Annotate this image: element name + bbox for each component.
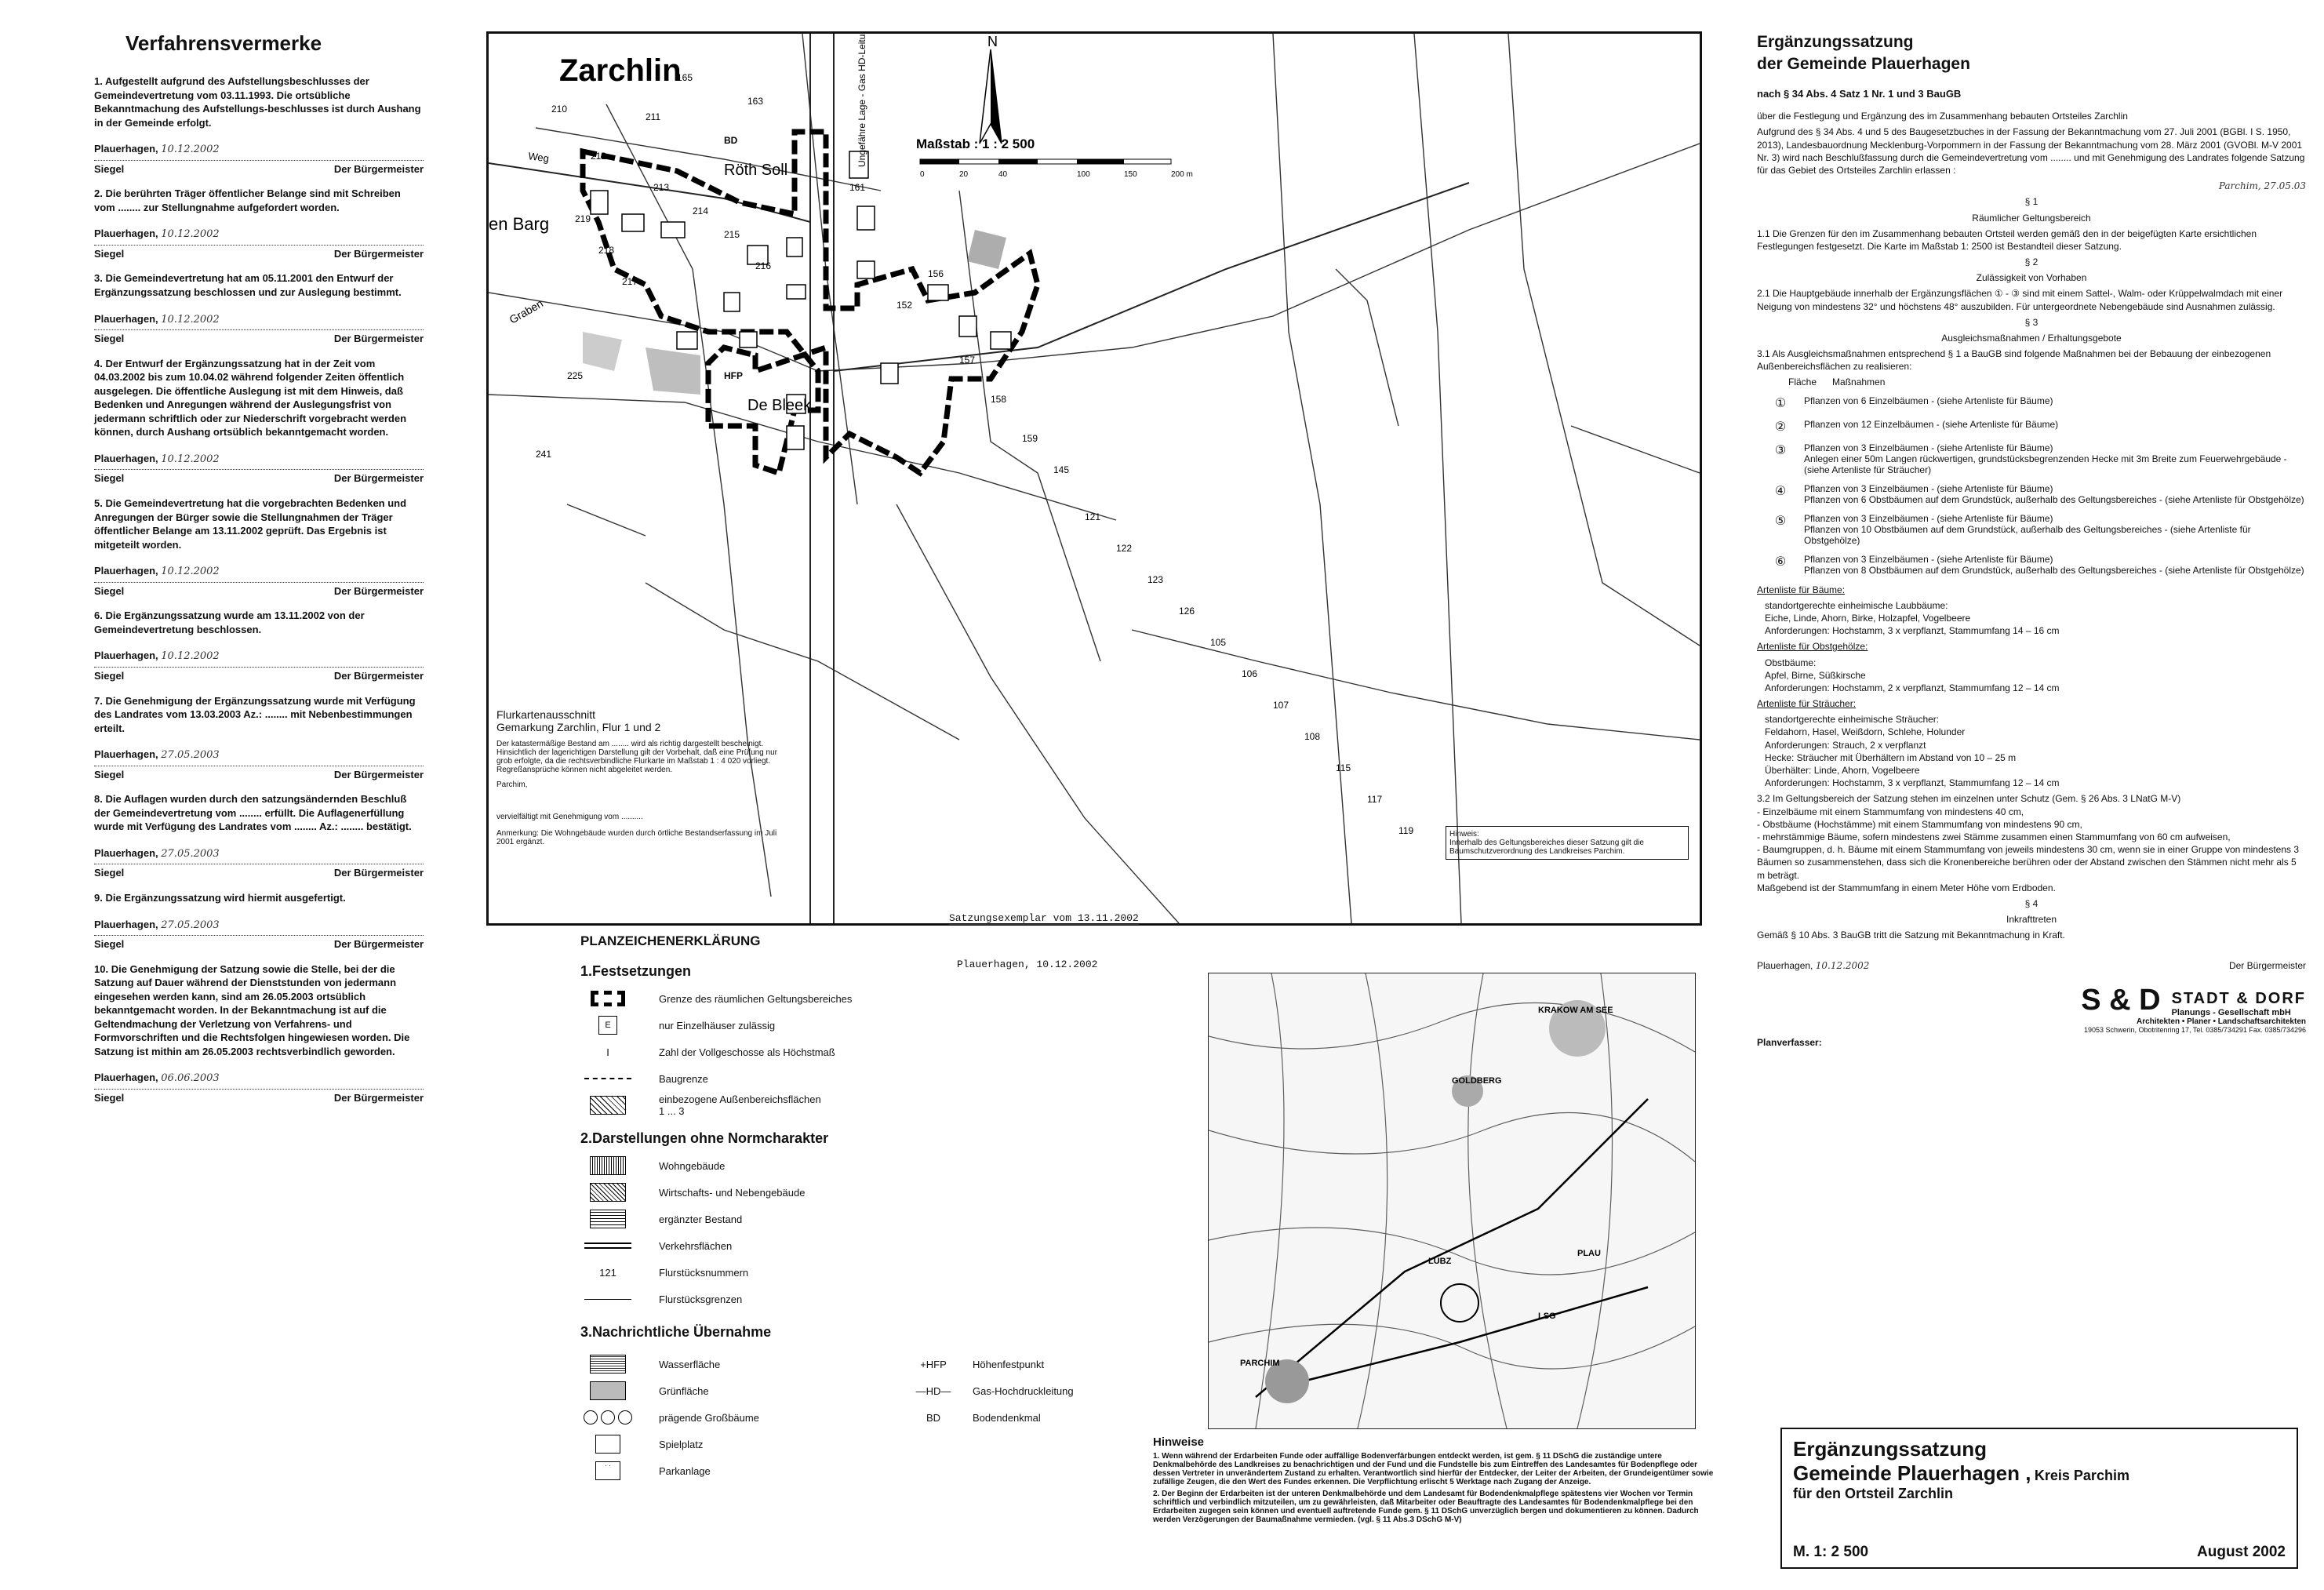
- step-place: Plauerhagen,: [94, 846, 158, 859]
- legend-label: ergänzter Bestand: [659, 1213, 743, 1225]
- parchim-label: Parchim,: [496, 780, 528, 789]
- step-number: 10.: [94, 962, 109, 975]
- step-number: 7.: [94, 694, 103, 707]
- procedure-step: [94, 694, 424, 782]
- legend-label: Grünfläche: [659, 1384, 709, 1397]
- art-s: standortgerechte einheimische Sträucher: Feldahorn, Hasel, Weißdorn, Schlehe, Holunder Anforderungen: Strauch, 2 x verpflanzt Hecke: Sträucher mit Überhältern im Abstand von 10 – 25 m Überhälter: Linde, Ahorn, Vogelbeere Anforderungen: Hochstamm, 3 x verpflanzt, Stammumfang 12 – 14 cm: [1765, 714, 2060, 789]
- parcel-number: 217: [622, 276, 638, 287]
- scale-ticks: [920, 170, 1193, 179]
- legend-label: prägende Großbäume: [659, 1411, 759, 1424]
- step-number: 3.: [94, 272, 103, 285]
- step-date: 10.12.2002: [161, 566, 220, 578]
- step-role: Der Bürgermeister: [333, 333, 424, 345]
- satzung-basis: nach § 34 Abs. 4 Satz 1 Nr. 1 und 3 BauGB: [1757, 87, 1962, 100]
- anmerkung-text: Anmerkung: Die Wohngebäude wurden durch örtliche Bestandserfassung im Juli 2001 ergänzt.: [496, 829, 777, 846]
- hinweis-2: 2. Der Beginn der Erdarbeiten ist der unteren Denkmalbehörde und dem Landesamt für Bodendenkmalpflege spätestens vier Wochen vor Termin schriftlich und verbindlich mitzuteilen, um zu gewährleisten, daß Mitarbeiter oder Beauftragte des Landesamtes für Bodendenkmalpflege bei den Erdarbeiten zugegen sein können und eventuell auftretende Funde gem. § 11 DSchG unverzüglich bergen und dokumentieren zu können. Dadurch werden Verzögerungen der Baumaßnahme vermieden. (vgl. § 11 Abs.3 DSchG M-V): [1153, 1490, 1699, 1524]
- step-place: Plauerhagen,: [94, 227, 158, 240]
- legend-section-1: 1.Festsetzungen: [580, 963, 692, 979]
- parcel-number: 165: [677, 72, 693, 83]
- satzung-title-1: Ergänzungssatzung: [1757, 33, 1914, 51]
- step-date: 27.05.2003: [161, 749, 220, 762]
- step-date: 10.12.2002: [161, 144, 220, 156]
- legend-section-2: 2.Darstellungen ohne Normcharakter: [580, 1130, 829, 1146]
- procedure-step: [94, 271, 424, 345]
- procedure-step: [94, 497, 424, 598]
- p3-1: 3.1 Als Ausgleichsmaßnahmen entsprechend § 1 a BauGB sind folgende Maßnahmen bei der Bebauung der einbezogenen Außenbereichsflächen zu realisieren:: [1757, 348, 2271, 373]
- step-text: Der Entwurf der Ergänzungssatzung hat in der Zeit vom 04.03.2002 bis zum 10.04.02 während folgender Zeiten öffentlich ausgelegen. Die öffentliche Auslegung ist mit dem Hinweis, daß Bedenken und Anregungen während der Auslegungsfrist von jedermann schriftlich oder zur Niederschrift vorgebracht werden können, durch Aushang ortsüblich bekanntgemacht worden.: [94, 357, 409, 438]
- parcel-number: 106: [1242, 668, 1258, 679]
- legend-symbol: [580, 1155, 635, 1176]
- measure-number: ④: [1774, 484, 1787, 498]
- stamp-label: Plauerhagen, 10.12.2002: [957, 959, 1098, 970]
- overview-place-label: KRAKOW AM SEE: [1538, 1006, 1613, 1015]
- p2-head: § 2: [2024, 257, 2039, 268]
- overview-place-label: PARCHIM: [1240, 1359, 1280, 1368]
- step-role: Der Bürgermeister: [333, 669, 424, 682]
- parcel-number: 105: [1210, 637, 1227, 648]
- legend-section-3: 3.Nachrichtliche Übernahme: [580, 1324, 772, 1340]
- legend-item: [580, 988, 1177, 1010]
- measure-row: [1757, 442, 2306, 475]
- legend-item: [580, 1068, 1177, 1090]
- p3-sub: Ausgleichsmaßnahmen / Erhaltungsgebote: [1941, 333, 2122, 344]
- measure-row: [1757, 513, 2306, 546]
- procedure-heading: Verfahrensvermerke: [125, 31, 322, 55]
- step-place: Plauerhagen,: [94, 452, 158, 464]
- step-place: Plauerhagen,: [94, 1072, 158, 1084]
- procedure-steps: [94, 75, 424, 1105]
- step-siegel: Siegel: [94, 162, 125, 175]
- step-text: Die Genehmigung der Satzung sowie die Stelle, bei der die Satzung auf Dauer während der Dienststunden von jedermann eingesehen werden kann, sind am 26.05.2003 ortsüblich bekanntgemacht worden. In der Bekanntmachung ist auf die Geltendmachung der Verletzung von Verfahrens- und Formvorschriften und die Rechtsfolgen hingewiesen worden. Die Satzung ist mithin am 26.05.2003 rechtsverbindlich geworden.: [94, 962, 413, 1057]
- measure-row: [1757, 395, 2306, 411]
- step-siegel: Siegel: [94, 247, 125, 260]
- legend-symbol: I: [606, 1046, 609, 1058]
- measure-text: Pflanzen von 3 Einzelbäumen - (siehe Artenliste für Bäume) Anlegen einer 50m Langen rückwertigen, grundstücksbegrenzenden Hecke mit 3m Breite zum Feuerwehrgebäude - (siehe Artenliste für Sträucher): [1804, 442, 2287, 475]
- procedure-step: [94, 609, 424, 682]
- scale-tick: 200 m: [1171, 170, 1193, 179]
- label-graben: Graben: [507, 297, 545, 326]
- p4-head: § 4: [2024, 897, 2039, 909]
- step-siegel: Siegel: [94, 472, 125, 485]
- step-siegel: Siegel: [94, 584, 125, 597]
- parcel-number: 213: [653, 182, 670, 193]
- step-role: Der Bürgermeister: [333, 472, 424, 485]
- label-hd-leitung: Ungefähre Lage - Gas HD-Leitung: [856, 34, 867, 167]
- legend-label: Höhenfestpunkt: [973, 1358, 1045, 1370]
- firm-sub: Architekten • Planer • Landschaftsarchitekten: [2137, 1017, 2306, 1027]
- legend-label: nur Einzelhäuser zulässig: [659, 1019, 776, 1031]
- measure-number: ⑥: [1774, 555, 1787, 569]
- legend-symbol: [580, 988, 635, 1009]
- legend-symbol: [580, 1407, 635, 1428]
- scale-tick: 150: [1124, 170, 1137, 179]
- procedure-step: [94, 891, 424, 951]
- legend-label: Flurstücksgrenzen: [659, 1293, 743, 1305]
- measure-number: ⑤: [1774, 514, 1787, 528]
- right-place-date: 10.12.2002: [1815, 960, 1870, 972]
- label-hfp: HFP: [724, 370, 743, 381]
- legend-symbol: —HD—: [915, 1384, 951, 1397]
- right-role: Der Bürgermeister: [2228, 960, 2306, 972]
- procedure-step: [94, 962, 424, 1105]
- p2-sub: Zulässigkeit von Vorhaben: [1976, 272, 2087, 284]
- legend-symbol: [580, 1209, 635, 1229]
- measure-number: ②: [1774, 420, 1787, 434]
- step-siegel: Siegel: [94, 669, 125, 682]
- parcel-number: 156: [928, 268, 944, 279]
- step-text: Die Gemeindevertretung hat die vorgebrachten Bedenken und Anregungen der Bürger sowie die Stellungnahmen der Träger öffentlicher Belange am 13.11.2002 geprüft. Das Ergebnis ist mitgeteilt worden.: [94, 497, 409, 551]
- step-date: 27.05.2003: [161, 847, 220, 860]
- legend-symbol: [580, 1289, 635, 1309]
- parcel-number: 211: [646, 111, 661, 122]
- parcel-number: 152: [897, 300, 913, 311]
- scale-tick: 0: [920, 170, 925, 179]
- parcel-number: 145: [1053, 464, 1070, 475]
- satzung-preamble: Aufgrund des § 34 Abs. 4 und 5 des Baugesetzbuches in der Fassung der Bekanntmachung vom 27. Juli 2001 (BGBl. I S. 1950, 2013), Landesbauordnung Mecklenburg-Vorpommern in der Fassung der Bekanntmachung vom 28. März 2001 (GVOBl. M-V 2001 Nr. 3) wird nach Beschlußfassung durch die Gemeindevertretung vom ........ und mit Genehmigung des Landrates folgende Satzung für das Gebiet des Ortsteiles Zarchlin erlassen :: [1757, 126, 2305, 176]
- label-weg: Weg: [527, 150, 550, 165]
- art-o-head: Artenliste für Obstgehölze:: [1757, 641, 1868, 653]
- measure-row: [1757, 419, 2306, 435]
- hinweise-title: Hinweise: [1153, 1435, 1205, 1449]
- legend-section-3-items: [580, 1348, 894, 1486]
- legend-symbol: +HFP: [920, 1358, 947, 1370]
- parcel-number: 163: [747, 96, 764, 107]
- measure-text: Pflanzen von 6 Einzelbäumen - (siehe Artenliste für Bäume): [1804, 395, 2053, 406]
- measure-text: Pflanzen von 3 Einzelbäumen - (siehe Artenliste für Bäume) Pflanzen von 10 Obstbäumen auf dem Grundstück, außerhalb des Geltungsbereiches - (siehe Artenliste für Obstgehölze): [1804, 512, 2251, 546]
- overview-place-label: LÜBZ: [1428, 1257, 1452, 1266]
- step-place: Plauerhagen,: [94, 143, 158, 155]
- satzung-title-2: der Gemeinde Plauerhagen: [1757, 55, 1970, 74]
- tb-title-1: Ergänzungssatzung: [1793, 1437, 1988, 1461]
- parcel-number: 115: [1336, 762, 1351, 773]
- p4-sub: Inkrafttreten: [2006, 914, 2057, 926]
- p1-sub: Räumlicher Geltungsbereich: [1972, 212, 2091, 224]
- legend-item: [902, 1406, 1153, 1428]
- procedure-step: [94, 357, 424, 486]
- scale-bar: [920, 159, 1171, 164]
- step-date: 10.12.2002: [161, 453, 220, 465]
- parcel-number: 159: [1022, 433, 1038, 444]
- planverfasser: Planverfasser:: [1757, 1037, 1822, 1049]
- title-block: [1780, 1428, 2298, 1569]
- legend-label: Spielplatz: [659, 1438, 704, 1450]
- legend-label: Flurstücksnummern: [659, 1266, 749, 1279]
- legend-item: [580, 1433, 894, 1455]
- north-arrow-icon: [980, 49, 1002, 144]
- step-text: Aufgestellt aufgrund des Aufstellungsbeschlusses der Gemeindevertretung vom 03.11.1993. Die ortsübliche Bekanntmachung des Aufstellungs-beschlusses ist durch Aushang in der Gemeinde erfolgt.: [94, 75, 424, 129]
- legend-item: [580, 1181, 1177, 1203]
- parcel-number: 107: [1273, 700, 1289, 711]
- overview-map: [1208, 973, 1696, 1429]
- right-place: Plauerhagen,: [1757, 960, 1813, 972]
- step-siegel: Siegel: [94, 1091, 125, 1104]
- tb-title-2a: Gemeinde Plauerhagen ,: [1793, 1461, 2031, 1485]
- p2-1: 2.1 Die Hauptgebäude innerhalb der Ergänzungsflächen ① - ③ sind mit einem Sattel-, Walm- oder Krüppelwalmdach mit einer Neigung von mindestens 32° und höchstens 48° auszubilden. Für untergeordnete Nebengebäude sind Ausnahmen zulässig.: [1757, 288, 2283, 312]
- legend-symbol: [580, 1262, 635, 1283]
- measure-number: ③: [1774, 443, 1787, 457]
- p3-2: 3.2 Im Geltungsbereich der Satzung stehen im einzelnen unter Schutz (Gem. § 26 Abs. 3 LNatG M-V) - Einzelbäume mit einem Stammumfang von mindestens 40 cm, - Obstbäume (Hochstämme) mit einem Stammumfang von mindestens 90 cm, - mehrstämmige Bäume, sofern mindestens zwei Stämme zusammen einen Stammumfang von 60 cm aufweisen, - Baumgruppen, d. h. Bäume mit einem Stammumfang von jeweils mindestens 30 cm, wenn sie in einer Gruppe von mindestens 3 Bäumen so zusammenstehen, dass sich die Kronenbereiche berühren oder der Abstand zwischen den Stämmen nicht mehr als 5 m beträgt. Maßgebend ist der Stammumfang in einem Meter Höhe vom Erdboden.: [1757, 793, 2300, 893]
- procedure-step: [94, 75, 424, 176]
- parcel-number: 119: [1398, 825, 1414, 836]
- legend-item: [902, 1353, 1153, 1375]
- measures-list: [1757, 395, 2306, 576]
- parcel-number: 218: [598, 245, 615, 256]
- parcel-number: 122: [1116, 543, 1133, 554]
- flurst-symbol: 121: [599, 1266, 616, 1279]
- measure-text: Pflanzen von 3 Einzelbäumen - (siehe Artenliste für Bäume) Pflanzen von 6 Obstbäumen auf dem Grundstück, außerhalb des Geltungsbereiches - (siehe Artenliste für Obstgehölze): [1804, 482, 2304, 505]
- step-siegel: Siegel: [94, 333, 125, 345]
- parcel-number: 126: [1179, 606, 1195, 617]
- legend-label: Wohngebäude: [659, 1159, 726, 1172]
- parcel-number: 117: [1367, 794, 1383, 805]
- legend-label: Gas-Hochdruckleitung: [973, 1384, 1074, 1397]
- legend-label: Parkanlage: [659, 1464, 711, 1477]
- step-number: 9.: [94, 891, 103, 904]
- parcel-number: 214: [693, 206, 709, 216]
- step-place: Plauerhagen,: [94, 649, 158, 662]
- place-title: Zarchlin: [559, 53, 682, 88]
- step-text: Die berührten Träger öffentlicher Belange sind mit Schreiben vom ........ zur Stellungnahme aufgefordert worden.: [94, 187, 404, 213]
- step-role: Der Bürgermeister: [333, 162, 424, 175]
- legend-label: Verkehrsflächen: [659, 1239, 733, 1252]
- legend-symbol: · ·: [580, 1461, 635, 1481]
- step-siegel: Siegel: [94, 867, 125, 879]
- procedure-step: [94, 187, 424, 260]
- legend-section-3-right: [902, 1348, 1153, 1486]
- measure-number: ①: [1774, 396, 1787, 410]
- step-date: 27.05.2003: [161, 919, 220, 931]
- col-massnahmen: Maßnahmen: [1832, 376, 1886, 387]
- art-s-head: Artenliste für Sträucher:: [1757, 698, 1857, 710]
- label-den-barg: en Barg: [489, 214, 550, 234]
- overview-drawing: [1209, 973, 1695, 1428]
- parcel-number: 210: [551, 104, 568, 115]
- legend-item: [580, 1014, 1177, 1036]
- parcel-number: 121: [1085, 511, 1101, 522]
- legend-label: Grenze des räumlichen Geltungsbereiches: [659, 992, 853, 1005]
- step-role: Der Bürgermeister: [333, 768, 424, 780]
- firm-name-2: Planungs - Gesellschaft mbH: [2171, 1008, 2291, 1018]
- hinweise-block: [1153, 1435, 1718, 1577]
- parcel-number: 157: [959, 355, 976, 366]
- legend-item: [580, 1380, 894, 1402]
- legend-item: [902, 1380, 1153, 1402]
- hinweis-1: 1. Wenn während der Erdarbeiten Funde oder auffällige Bodenverfärbungen entdeckt werden, ist gem. § 11 DSchG die zuständige untere Denkmalbehörde des Landkreises zu benachrichtigen und der Fund und die Fundstelle bis zum Eintreffen des Landesamtes für Bodenpflege oder dessen Vertreter in unverändertem Zustand zu erhalten. Verantwortlich sind hierfür der Entdecker, der Leiter der Arbeiten, der Grundeigentümer sowie zufällige Zeugen, die den Wert des Fundes erkennen. Die Verpflichtung erlischt 5 Werktage nach Zugang der Anzeige.: [1153, 1452, 1714, 1486]
- map-hinweis-title: Hinweis:: [1449, 830, 1479, 839]
- scale-tick: 20: [959, 170, 969, 179]
- parcel-number: 212: [591, 151, 607, 162]
- step-date: 10.12.2002: [161, 228, 220, 241]
- scale-label: Maßstab : 1 : 2 500: [916, 136, 1035, 151]
- parcel-number: 161: [849, 182, 866, 193]
- step-place: Plauerhagen,: [94, 918, 158, 930]
- kataster-text: Der katastermäßige Bestand am ........ wird als richtig dargestellt bescheinigt. Hinsichtlich der lagerichtigen Darstellung gilt der Vorbehalt, daß eine Prüfung nur grob erfolgte, da die rechtsverbindliche Flurkarte im Maßstab 1 : 4 020 vorliegt. Regreßansprüche können nicht abgeleitet werden.: [496, 740, 777, 774]
- scale-tick: 40: [998, 170, 1008, 179]
- step-number: 8.: [94, 793, 103, 806]
- firm-addr: 19053 Schwerin, Obotritenring 17, Tel. 0385/734291 Fax. 0385/734296: [2083, 1026, 2306, 1035]
- legend-item: [580, 1460, 894, 1482]
- legend-label: Wirtschafts- und Nebengebäude: [659, 1186, 806, 1199]
- step-number: 2.: [94, 187, 103, 200]
- col-flaeche: Fläche: [1788, 376, 1817, 387]
- p4-1: Gemäß § 10 Abs. 3 BauGB tritt die Satzung mit Bekanntmachung in Kraft.: [1757, 930, 2065, 941]
- step-role: Der Bürgermeister: [333, 584, 424, 597]
- parcel-number: 241: [536, 449, 552, 460]
- legend-item: [580, 1155, 1177, 1177]
- legend-item: [580, 1406, 894, 1428]
- overview-place-label: GOLDBERG: [1452, 1076, 1502, 1086]
- legend-item: [580, 1208, 1177, 1230]
- procedure-step: [94, 792, 424, 880]
- step-role: Der Bürgermeister: [333, 247, 424, 260]
- legend-symbol: [580, 1434, 635, 1454]
- step-text: Die Auflagen wurden durch den satzungsändernden Beschluß der Gemeindevertretung vom ........ erfüllt. Die Auflagenerfüllung wurde mit Verfügung des Landrates vom ........ Az.: ........ bestätigt.: [94, 793, 412, 833]
- step-number: 1.: [94, 75, 103, 87]
- legend-symbol: [580, 1068, 635, 1089]
- legend-label: Wasserfläche: [659, 1358, 721, 1370]
- step-date: 10.12.2002: [161, 313, 220, 326]
- step-date: 10.12.2002: [161, 650, 220, 663]
- legend-item: [580, 1235, 1177, 1257]
- step-text: Die Genehmigung der Ergänzungssatzung wurde mit Verfügung des Landrates vom 13.03.2003 Az.: ........ mit Nebenbestimmungen erteilt.: [94, 694, 419, 734]
- legend-symbol: [580, 1235, 635, 1256]
- legend-item: [580, 1353, 894, 1375]
- legend-section-1-items: [580, 988, 1177, 1116]
- legend-symbol: [580, 1182, 635, 1203]
- legend-item: [580, 1041, 1177, 1063]
- step-number: 5.: [94, 497, 103, 510]
- legend: [580, 933, 1177, 1577]
- step-role: Der Bürgermeister: [333, 1091, 424, 1104]
- legend-label: Zahl der Vollgeschosse als Höchstmaß: [659, 1046, 835, 1058]
- legend-item: [580, 1261, 1177, 1283]
- parcel-number: 108: [1304, 731, 1321, 742]
- art-b-head: Artenliste für Bäume:: [1757, 584, 1846, 595]
- step-number: 6.: [94, 609, 103, 622]
- step-place: Plauerhagen,: [94, 748, 158, 761]
- firm-logo: S & D: [2081, 984, 2161, 1017]
- p3-head: § 3: [2024, 316, 2039, 328]
- legend-symbol: [580, 1354, 635, 1374]
- procedure-notes: [94, 31, 424, 1569]
- parcel-number: 123: [1147, 574, 1164, 585]
- step-place: Plauerhagen,: [94, 565, 158, 577]
- p1-1: 1.1 Die Grenzen für den im Zusammenhang bebauten Ortsteil werden gemäß den in der beigefügten Karte ersichtlichen Festlegungen festgesetzt. Die Karte im Maßstab 1: 2500 ist Bestandteil dieser Satzung.: [1757, 227, 2257, 252]
- parcel-number: 158: [991, 394, 1007, 405]
- tb-scale: M. 1: 2 500: [1793, 1544, 1869, 1560]
- art-b: standortgerechte einheimische Laubbäume: Eiche, Linde, Ahorn, Birke, Holzapfel, Vogelbeere Anforderungen: Hochstamm, 3 x verpflanzt, Stammumfang 14 – 16 cm: [1765, 599, 2060, 637]
- legend-item: [580, 1288, 1177, 1310]
- step-role: Der Bürgermeister: [333, 938, 424, 951]
- legend-label: einbezogene Außenbereichsflächen 1 ... 3: [659, 1093, 821, 1117]
- step-text: Die Gemeindevertretung hat am 05.11.2001 den Entwurf der Ergänzungssatzung beschlossen und zur Auslegung bestimmt.: [94, 272, 402, 299]
- flurkarte-label: Flurkartenausschnitt Gemarkung Zarchlin, Flur 1 und 2: [496, 708, 661, 733]
- satzung-text: [1757, 31, 2306, 1569]
- art-o: Obstbäume: Apfel, Birne, Süßkirsche Anforderungen: Hochstamm, 2 x verpflanzt, Stammumfang 12 – 14 cm: [1765, 657, 2060, 693]
- parcel-number: 215: [724, 229, 740, 240]
- step-siegel: Siegel: [94, 938, 125, 951]
- label-roeth-soll: Röth Soll: [724, 162, 788, 179]
- tb-date: August 2002: [2197, 1544, 2286, 1560]
- label-de-bleek: De Bleek: [747, 397, 812, 414]
- label-bd: BD: [724, 135, 738, 146]
- legend-symbol: E: [580, 1015, 635, 1035]
- legend-symbol: [580, 1095, 635, 1115]
- satzung-intro: über die Festlegung und Ergänzung des im Zusammenhang bebauten Ortsteiles Zarchlin: [1757, 111, 2128, 122]
- legend-symbol: BD: [926, 1411, 941, 1424]
- overview-place-label: PLAU: [1577, 1249, 1601, 1258]
- measure-row: [1757, 554, 2306, 576]
- step-text: Die Ergänzungssatzung wird hiermit ausgefertigt.: [105, 891, 346, 904]
- legend-label: Baugrenze: [659, 1072, 708, 1085]
- legend-section-2-items: [580, 1155, 1177, 1310]
- measure-text: Pflanzen von 12 Einzelbäumen - (siehe Artenliste für Bäume): [1804, 418, 2059, 430]
- parcel-number: 225: [567, 370, 584, 381]
- north-label: N: [987, 34, 998, 49]
- parcel-number: 216: [755, 260, 772, 271]
- step-siegel: Siegel: [94, 768, 125, 780]
- overview-place-label: LSG: [1538, 1312, 1556, 1321]
- measure-text: Pflanzen von 3 Einzelbäumen - (siehe Artenliste für Bäume) Pflanzen von 8 Obstbäumen auf dem Grundstück, außerhalb des Geltungsbereiches - (siehe Artenliste für Obstgehölze): [1804, 553, 2304, 576]
- p1-head: § 1: [2024, 196, 2039, 208]
- step-date: 06.06.2003: [161, 1072, 220, 1085]
- tb-title-3: für den Ortsteil Zarchlin: [1793, 1486, 1954, 1501]
- scale-tick: 100: [1077, 170, 1090, 179]
- step-text: Die Ergänzungssatzung wurde am 13.11.2002 von der Gemeindevertretung beschlossen.: [94, 609, 368, 635]
- step-place: Plauerhagen,: [94, 312, 158, 325]
- legend-item: [580, 1094, 1177, 1116]
- measure-row: [1757, 483, 2306, 505]
- tb-title-2b: Kreis Parchim: [2034, 1468, 2129, 1483]
- parcel-number: 219: [575, 213, 591, 224]
- legend-label: Bodendenkmal: [973, 1411, 1041, 1424]
- step-number: 4.: [94, 357, 103, 369]
- vervielf-text: vervielfältigt mit Genehmigung vom ..........: [496, 813, 643, 821]
- exemplar-label: Satzungsexemplar vom 13.11.2002: [949, 912, 1139, 924]
- map-hinweis-text: Innerhalb des Geltungsbereiches dieser Satzung gilt die Baumschutzverordnung des Landkreises Parchim.: [1449, 839, 1644, 856]
- step-role: Der Bürgermeister: [333, 867, 424, 879]
- legend-title: PLANZEICHENERKLÄRUNG: [580, 933, 761, 948]
- cadastral-map: [486, 31, 1702, 926]
- satzung-sig-date: Parchim, 27.05.03: [2218, 180, 2306, 192]
- legend-symbol: [580, 1381, 635, 1401]
- firm-name-1: STADT & DORF: [2171, 990, 2306, 1008]
